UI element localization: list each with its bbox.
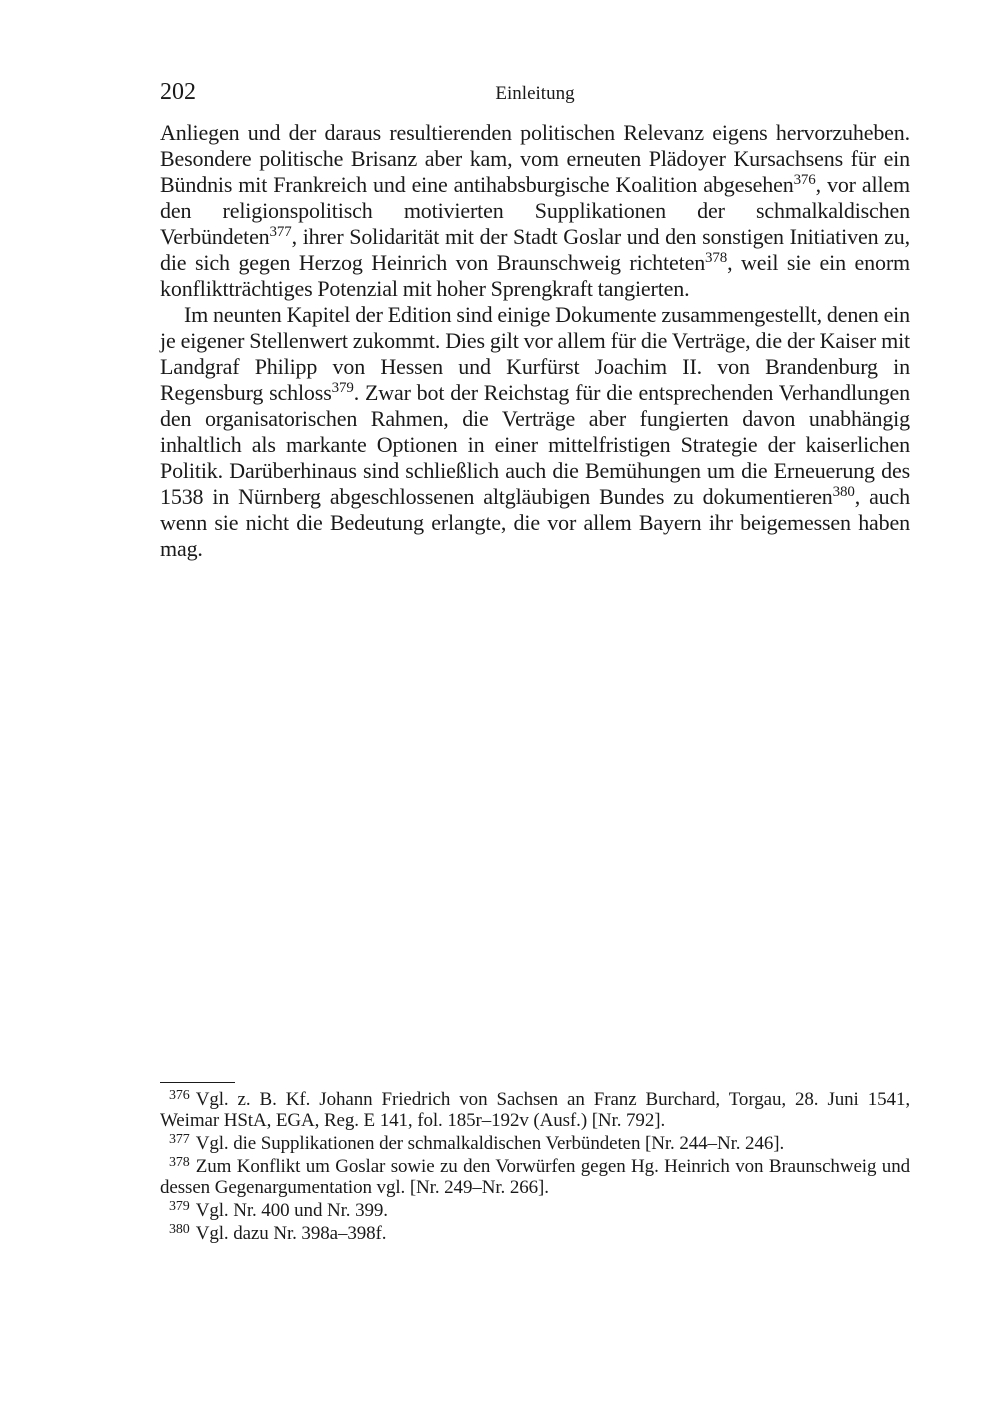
footnote-text: Vgl. z. B. Kf. Johann Friedrich von Sachsen an Franz Burchard, Torgau, 28. Juni 1541, Weimar HStA, EGA, Reg. E 141, fol. 185r–192v (Ausf.) [Nr. 792]. xyxy=(160,1089,910,1131)
footnote-number: 379 xyxy=(169,1199,190,1214)
paragraph-2 xyxy=(160,302,910,562)
page-number: 202 xyxy=(160,79,196,105)
footnote-text: Vgl. Nr. 400 und Nr. 399. xyxy=(195,1200,388,1221)
text-segment: . Zwar bot der Reichstag für die entsprechenden Verhandlungen den organisatorischen Rahmen, die Verträge aber fungierten davon unabhängig inhaltlich als markante Optionen in einer mittelfristigen Strategie der kaiserlichen Politik. Darüberhinaus sind schließlich auch die Bemühungen um die Erneuerung des 1538 in Nürnberg abgeschlossenen altgläubigen Bundes zu dokumentieren xyxy=(160,380,910,509)
footnotes xyxy=(160,1089,910,1246)
footnote-number: 378 xyxy=(169,1155,190,1170)
footnote-ref-380: 380 xyxy=(832,484,855,500)
text-segment: Im neunten Kapitel der Edition sind einige Dokumente zusammengestellt, denen ein je eigener Stellenwert zukommt. Dies gilt vor allem für die Verträge, die der Kaiser mit Landgraf Philipp von Hessen und Kurfürst Joachim II. von Brandenburg in Regensburg schloss xyxy=(160,302,910,405)
footnote-number: 380 xyxy=(169,1222,190,1237)
footnote-ref-379: 379 xyxy=(331,380,354,396)
text-segment: , weil sie ein enorm konfliktträchtiges Potenzial mit hoher Sprengkraft tangierten. xyxy=(160,250,910,301)
footnote-379 xyxy=(160,1200,910,1221)
footnote-ref-378: 378 xyxy=(705,250,728,266)
footnote-377 xyxy=(160,1133,910,1154)
footnote-number: 377 xyxy=(169,1132,190,1147)
footnote-378 xyxy=(160,1156,910,1198)
footnote-text: Vgl. dazu Nr. 398a–398f. xyxy=(195,1223,387,1244)
text-segment: Anliegen und der daraus resultierenden politischen Relevanz eigens hervorzuheben. Besondere politische Brisanz aber kam, vom erneuten Plädoyer Kursachsens für ein Bündnis mit Frankreich und eine antihabsburgische Koalition abgesehen xyxy=(160,120,910,197)
footnote-text: Zum Konflikt um Goslar sowie zu den Vorwürfen gegen Hg. Heinrich von Braunschweig und dessen Gegenargumentation vgl. [Nr. 249–Nr. 266]. xyxy=(160,1156,910,1198)
text-segment: , auch wenn sie nicht die Bedeutung erlangte, die vor allem Bayern ihr beigemessen haben mag. xyxy=(160,484,910,561)
main-text xyxy=(160,120,910,562)
running-head: Einleitung xyxy=(495,83,575,104)
footnote-ref-376: 376 xyxy=(793,172,816,188)
footnote-text: Vgl. die Supplikationen der schmalkaldischen Verbündeten [Nr. 244–Nr. 246]. xyxy=(195,1133,785,1154)
footnote-rule xyxy=(160,1082,235,1083)
footnote-376 xyxy=(160,1089,910,1131)
footnote-ref-377: 377 xyxy=(269,224,292,240)
text-segment: , ihrer Solidarität mit der Stadt Goslar und den sonstigen Initiativen zu, die sich gegen Herzog Heinrich von Braunschweig richteten xyxy=(160,224,910,275)
paragraph-1 xyxy=(160,120,910,302)
footnote-number: 376 xyxy=(169,1088,190,1103)
footnote-380 xyxy=(160,1223,910,1244)
text-segment: , vor allem den religionspolitisch motivierten Supplikationen der schmalkaldischen Verbündeten xyxy=(160,172,910,249)
